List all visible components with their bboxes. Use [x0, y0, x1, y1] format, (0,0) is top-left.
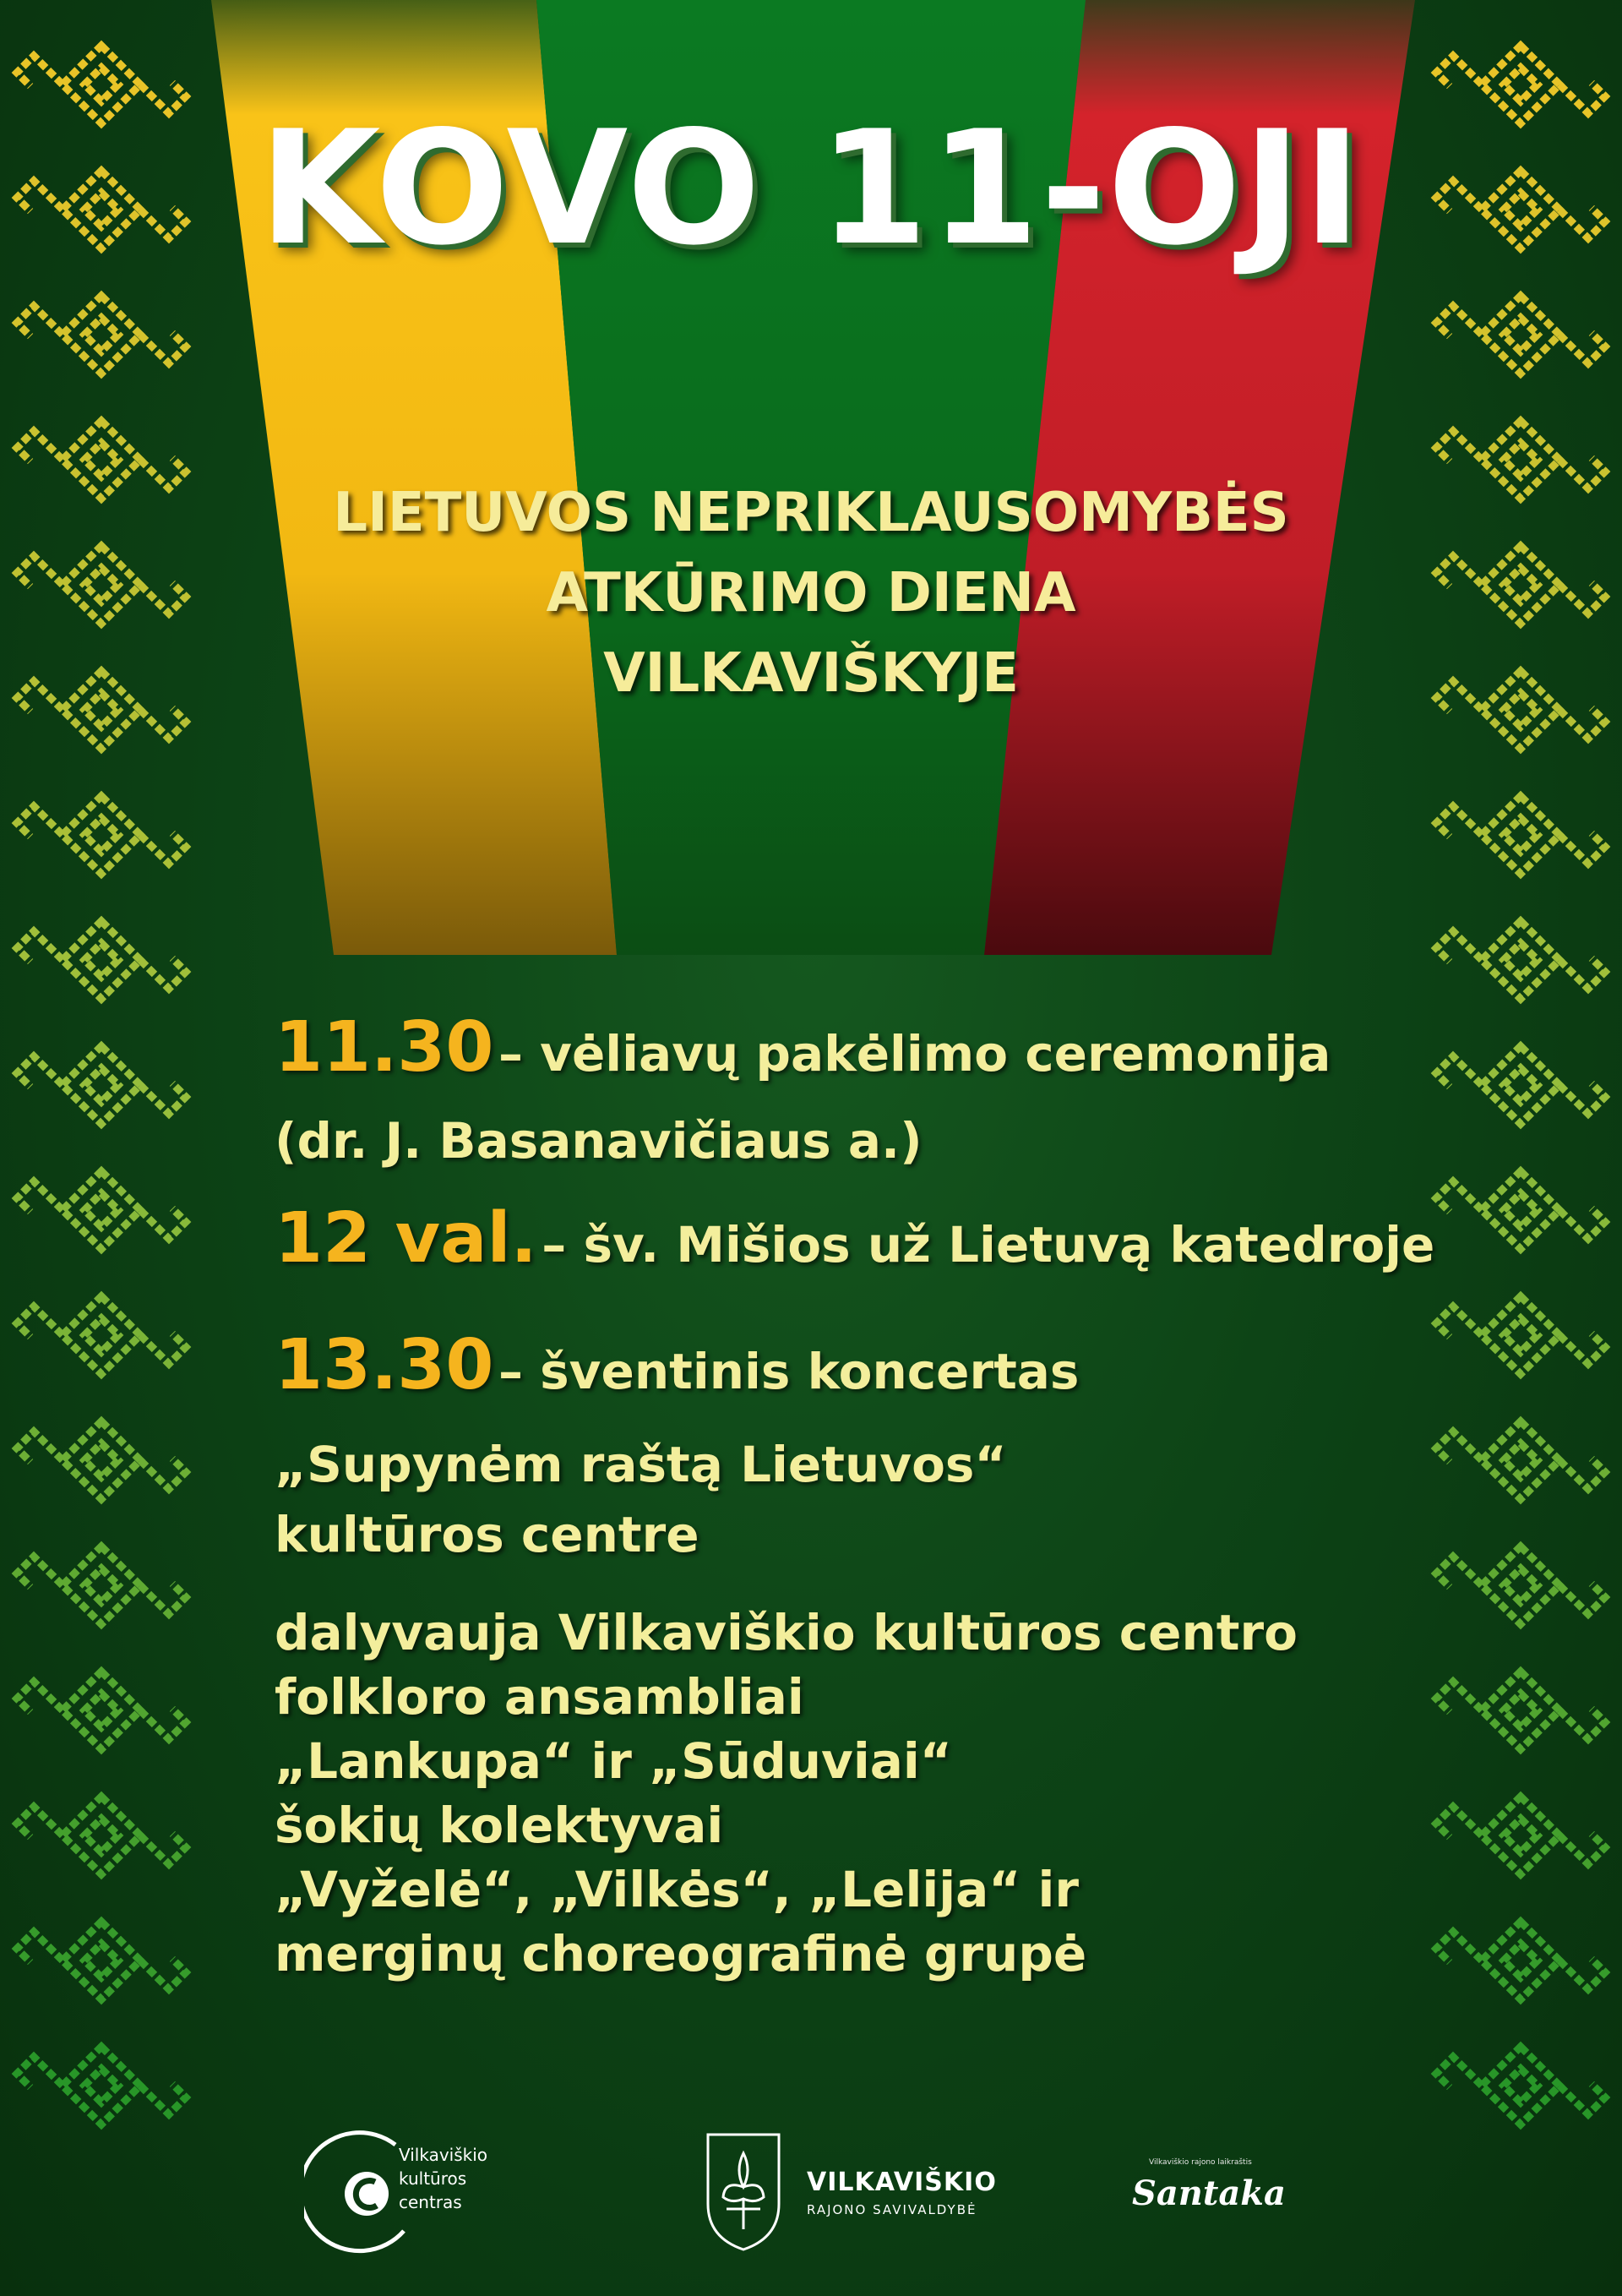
ornament-motif: [1436, 2047, 1605, 2124]
folk-ornament-left: [0, 0, 203, 2296]
sponsor-logos: [0, 2121, 1622, 2273]
ornament-motif: [1436, 1421, 1605, 1499]
page-title: KOVO 11-OJI: [259, 96, 1363, 280]
ornament-motif: [1436, 796, 1605, 874]
municipality-coat-of-arms-icon: [701, 2128, 786, 2255]
ornament-motif: [1436, 1046, 1605, 1124]
program-item: [275, 1006, 1440, 1109]
ornament-motif: [1436, 1546, 1605, 1624]
ornament-motif: [17, 1046, 186, 1124]
ornament-motif: [17, 1421, 186, 1499]
subtitle: [0, 473, 1622, 714]
culture-centre-name: Vilkaviškio: [399, 2145, 488, 2165]
culture-centre-logo: [304, 2121, 524, 2265]
municipality-name: VILKAVIŠKIO: [807, 2168, 997, 2197]
program: [275, 1006, 1440, 1986]
municipality-logo: [701, 2121, 1005, 2265]
participants-line: folkloro ansambliai: [275, 1668, 804, 1726]
program-text: – šventinis koncertas: [498, 1343, 1080, 1400]
ornament-motif: [1436, 1797, 1605, 1874]
program-time: 13.30: [275, 1325, 494, 1405]
santaka-logo: [1124, 2155, 1326, 2239]
subtitle-line: LIETUVOS NEPRIKLAUSOMYBĖS: [333, 482, 1289, 544]
ornament-motif: [1436, 1922, 1605, 1999]
participants-line: šokių kolektyvai: [275, 1797, 724, 1854]
ornament-motif: [1436, 1296, 1605, 1374]
ornament-motif: [17, 921, 186, 999]
culture-centre-name: kultūros: [399, 2168, 467, 2189]
participants-line: „Lankupa“ ir „Sūduviai“: [275, 1732, 952, 1790]
ornament-motif: [17, 1797, 186, 1874]
ornament-motif: [17, 1546, 186, 1624]
ornament-motif: [17, 296, 186, 374]
ornament-motif: [17, 2047, 186, 2124]
program-place: (dr. J. Basanavičiaus a.): [275, 1112, 923, 1170]
program-time: 12 val.: [275, 1198, 537, 1279]
subtitle-line: VILKAVIŠKYJE: [603, 642, 1019, 705]
ornament-motif: [17, 796, 186, 874]
ornament-motif: [1436, 296, 1605, 374]
participants-line: dalyvauja Vilkaviškio kultūros centro: [275, 1604, 1298, 1661]
program-text: – vėliavų pakėlimo ceremonija: [498, 1025, 1331, 1083]
subtitle-line: ATKŪRIMO DIENA: [546, 562, 1076, 624]
program-item: [275, 1197, 1440, 1300]
ornament-motif: [17, 1922, 186, 1999]
culture-centre-name: centras: [399, 2192, 462, 2212]
program-concert-name: „Supynėm raštą Lietuvos“: [275, 1436, 1007, 1493]
folk-ornament-right: [1419, 0, 1622, 2296]
ornament-motif: [17, 1171, 186, 1249]
participants-list: [275, 1601, 1440, 1986]
ornament-motif: [1436, 921, 1605, 999]
participants-line: merginų choreografinė grupė: [275, 1925, 1087, 1982]
santaka-tagline: Vilkaviškio rajono laikraštis: [1149, 2158, 1252, 2167]
ornament-motif: [1436, 1171, 1605, 1249]
participants-line: „Vyželė“, „Vilkės“, „Lelija“ ir: [275, 1861, 1080, 1918]
program-time: 11.30: [275, 1007, 494, 1088]
santaka-name: Santaka: [1132, 2173, 1286, 2213]
ornament-motif: [1436, 1672, 1605, 1749]
ornament-motif: [17, 1296, 186, 1374]
municipality-subtitle: RAJONO SAVIVALDYBĖ: [807, 2202, 977, 2217]
program-text: – šv. Mišios už Lietuvą katedroje: [542, 1216, 1435, 1273]
program-item: [275, 1323, 1440, 1426]
program-concert-venue: kultūros centre: [275, 1506, 699, 1563]
ornament-motif: [17, 1672, 186, 1749]
